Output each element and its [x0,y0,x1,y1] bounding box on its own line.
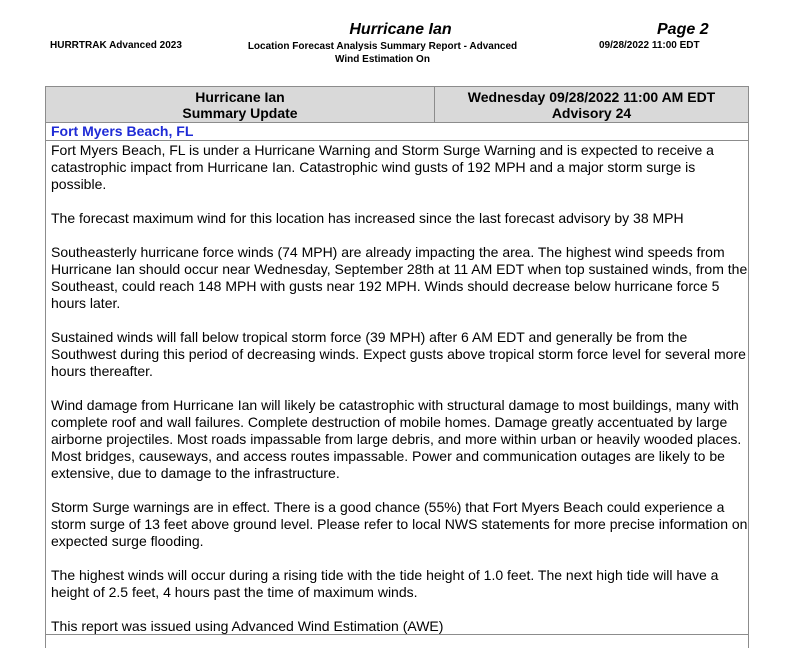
report-title: Hurricane Ian [349,21,452,38]
summary-header-row [46,87,748,123]
report-subtitle-line1: Location Forecast Analysis Summary Report - Advanced [247,41,518,52]
location-heading: Fort Myers Beach, FL [46,123,748,141]
page-number: Page 2 [657,21,709,38]
report-subtitle-line2: Wind Estimation On [335,54,430,65]
paragraph-awe-note: This report was issued using Advanced Wind Estimation (AWE) [51,618,444,634]
advisory-datetime: Wednesday 09/28/2022 11:00 AM EDT [467,89,716,105]
summary-title-cell [46,87,435,122]
paragraph-decreasing-winds: Sustained winds will fall below tropical storm force (39 MPH) after 6 AM EDT and generally be from the Southwest during this period of decreasing winds. Expect gusts above tropical storm force level for several more hours thereafter. [51,329,746,379]
summary-storm-name: Hurricane Ian [195,89,285,105]
paragraph-impact: Fort Myers Beach, FL is under a Hurricane Warning and Storm Surge Warning and is expected to receive a catastrophic impact from Hurricane Ian. Catastrophic wind gusts of 192 MPH and a major storm surge is possible. [51,142,714,192]
paragraph-max-wind-change: The forecast maximum wind for this location has increased since the last forecast advisory by 38 MPH [51,210,684,226]
report-datetime: 09/28/2022 11:00 EDT [599,40,700,51]
advisory-number: Advisory 24 [551,105,632,121]
report-frame [45,86,749,648]
section-divider [46,634,748,635]
paragraph-wind-timing: Southeasterly hurricane force winds (74 MPH) are already impacting the area. The highest wind speeds from Hurricane Ian should occur near Wednesday, September 28th at 11 AM EDT when top sustained winds, from the Southeast, could reach 148 MPH with gusts near 192 MPH. Winds should decrease below hurricane force 5 hours later. [51,244,748,311]
summary-advisory-cell [435,87,748,122]
paragraph-wind-damage: Wind damage from Hurricane Ian will likely be catastrophic with structural damage to most buildings, many with complete roof and wall failures. Complete destruction of mobile homes. Damage greatly accentuated by large airborne projectiles. Most roads impassable from large debris, and more within urban or heavily wooded places. Most bridges, causeways, and access routes impassable. Power and communication outages are likely to be extensive, due to damage to the infrastructure. [51,397,742,481]
paragraph-tide: The highest winds will occur during a rising tide with the tide height of 1.0 feet. The next high tide will have a height of 2.5 feet, 4 hours past the time of maximum winds. [51,567,719,600]
paragraph-storm-surge: Storm Surge warnings are in effect. There is a good chance (55%) that Fort Myers Beach could experience a storm surge of 13 feet above ground level. Please refer to local NWS statements for more precise information on expected surge flooding. [51,499,748,549]
report-body [51,142,748,635]
summary-update-label: Summary Update [182,105,298,121]
product-name: HURRTRAK Advanced 2023 [50,40,182,51]
